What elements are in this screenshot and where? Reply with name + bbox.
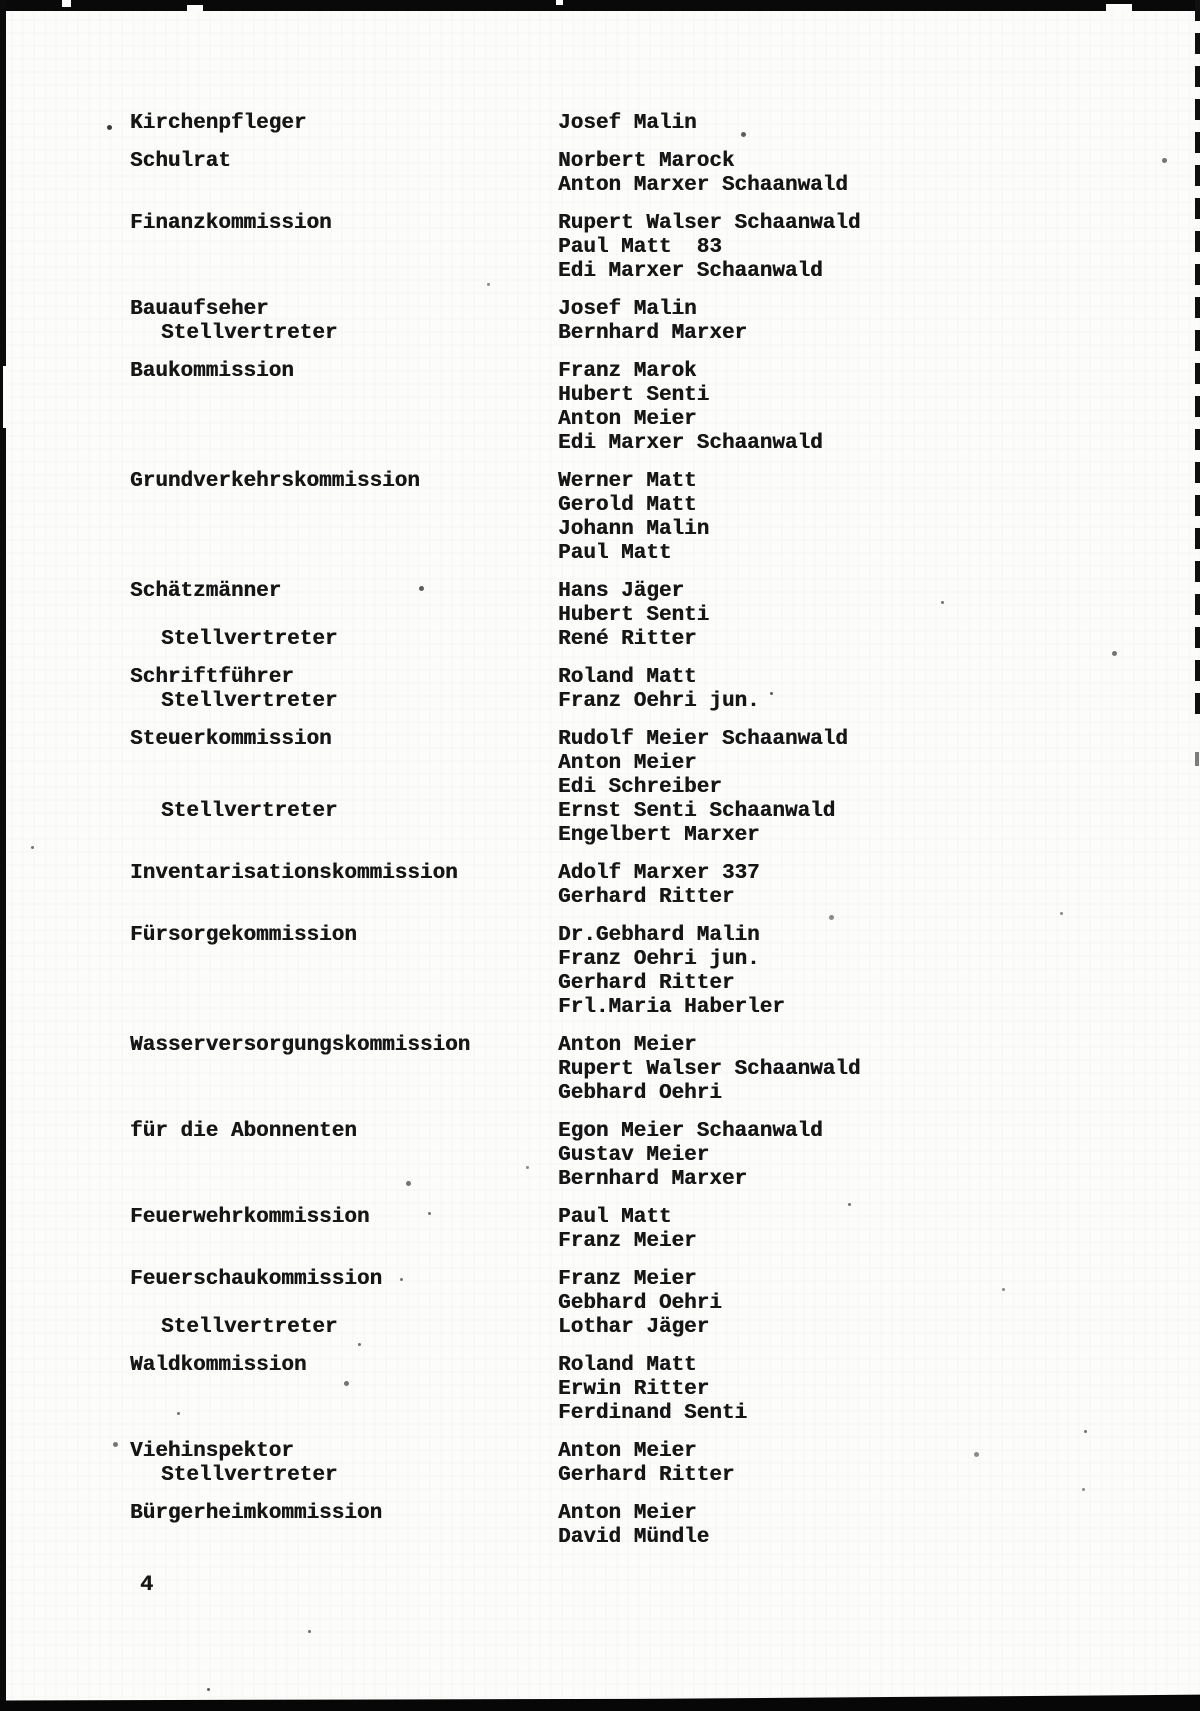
member-name: René Ritter — [558, 628, 697, 651]
member-name: Norbert Marock — [558, 150, 735, 173]
member-name: Roland Matt — [558, 1354, 697, 1377]
member-name: Rudolf Meier Schaanwald — [558, 728, 848, 751]
member-name: Ferdinand Senti — [558, 1402, 748, 1425]
member-name: Frl.Maria Haberler — [558, 996, 785, 1019]
member-name: Paul Matt — [558, 542, 672, 565]
group-names — [558, 862, 1150, 910]
group-names — [558, 728, 1150, 848]
member-name: Gustav Meier — [558, 1144, 710, 1167]
member-name: Hubert Senti — [558, 604, 710, 627]
deputy-label: Stellvertreter — [161, 322, 338, 345]
member-name: Adolf Marxer 337 — [558, 862, 760, 885]
commission-group — [130, 1034, 1150, 1106]
member-name: Roland Matt — [558, 666, 697, 689]
member-name: Anton Meier — [558, 1034, 697, 1057]
member-name: Engelbert Marxer — [558, 824, 760, 847]
group-names — [558, 1440, 1150, 1488]
member-name: Josef Malin — [558, 112, 697, 135]
group-names — [558, 924, 1150, 1020]
member-name: Paul Matt — [558, 1206, 672, 1229]
member-name: Franz Oehri jun. — [558, 690, 760, 713]
commission-group — [130, 924, 1150, 1020]
deputy-label: Stellvertreter — [161, 800, 338, 823]
member-name: Gerhard Ritter — [558, 1464, 735, 1487]
commission-group — [130, 112, 1150, 136]
group-names — [558, 580, 1150, 652]
commission-group — [130, 666, 1150, 714]
commission-group — [130, 1268, 1150, 1340]
member-name: Gerhard Ritter — [558, 972, 735, 995]
member-name: Franz Meier — [558, 1230, 697, 1253]
page-number: 4 — [140, 1572, 154, 1597]
group-names — [558, 666, 1150, 714]
deputy-label: Stellvertreter — [161, 628, 338, 651]
scan-edge-bottom — [0, 1694, 1200, 1711]
member-name: Gebhard Oehri — [558, 1292, 722, 1315]
scan-speckles — [0, 0, 3, 3]
scan-edge-notch — [1106, 4, 1132, 11]
deputy-label: Stellvertreter — [161, 690, 338, 713]
member-name: Gerold Matt — [558, 494, 697, 517]
group-names — [558, 298, 1150, 346]
commission-group — [130, 470, 1150, 566]
office-label: Baukommission — [130, 360, 294, 383]
commission-group — [130, 1354, 1150, 1426]
office-label: Schulrat — [130, 150, 231, 173]
office-label: Viehinspektor — [130, 1440, 294, 1463]
office-label: Schätzmänner — [130, 580, 282, 603]
member-name: Hubert Senti — [558, 384, 710, 407]
commission-group — [130, 212, 1150, 284]
member-name: Franz Oehri jun. — [558, 948, 760, 971]
group-names — [558, 212, 1150, 284]
office-label: Bauaufseher — [130, 298, 269, 321]
member-name: Ernst Senti Schaanwald — [558, 800, 836, 823]
group-names — [558, 1120, 1150, 1192]
office-label: Feuerschaukommission — [130, 1268, 383, 1291]
scan-edge-left — [0, 0, 6, 1711]
office-label: Schriftführer — [130, 666, 294, 689]
group-names — [558, 112, 1150, 136]
group-names — [558, 470, 1150, 566]
scan-edge-notch — [62, 0, 71, 7]
member-name: Josef Malin — [558, 298, 697, 321]
office-label: Kirchenpfleger — [130, 112, 307, 135]
commission-group — [130, 728, 1150, 848]
group-names — [558, 1268, 1150, 1340]
office-label: Grundverkehrskommission — [130, 470, 420, 493]
commission-group — [130, 580, 1150, 652]
office-label: für die Abonnenten — [130, 1120, 357, 1143]
member-name: David Mündle — [558, 1526, 710, 1549]
member-name: Gebhard Oehri — [558, 1082, 722, 1105]
member-name: Rupert Walser Schaanwald — [558, 1058, 861, 1081]
group-names — [558, 360, 1150, 456]
member-name: Lothar Jäger — [558, 1316, 710, 1339]
member-name: Edi Marxer Schaanwald — [558, 432, 823, 455]
commission-group — [130, 862, 1150, 910]
member-name: Hans Jäger — [558, 580, 685, 603]
office-label: Finanzkommission — [130, 212, 332, 235]
member-name: Anton Meier — [558, 752, 697, 775]
commission-group — [130, 1440, 1150, 1488]
office-label: Feuerwehrkommission — [130, 1206, 370, 1229]
scan-edge-top — [0, 0, 1200, 11]
office-label: Steuerkommission — [130, 728, 332, 751]
member-name: Anton Meier — [558, 1440, 697, 1463]
office-label: Wasserversorgungskommission — [130, 1034, 471, 1057]
deputy-label: Stellvertreter — [161, 1464, 338, 1487]
commission-list — [130, 112, 1150, 1598]
scan-edge-notch — [3, 366, 6, 428]
office-label: Fürsorgekommission — [130, 924, 357, 947]
office-label: Waldkommission — [130, 1354, 307, 1377]
member-name: Anton Meier — [558, 408, 697, 431]
scan-edge-right-dashed-line — [1195, 0, 1200, 716]
group-names — [558, 1354, 1150, 1426]
member-name: Franz Meier — [558, 1268, 697, 1291]
member-name: Anton Meier — [558, 1502, 697, 1525]
group-names — [558, 1206, 1150, 1254]
scan-edge-notch — [187, 5, 203, 11]
member-name: Egon Meier Schaanwald — [558, 1120, 823, 1143]
group-names — [558, 1502, 1150, 1550]
commission-group — [130, 360, 1150, 456]
commission-group — [130, 150, 1150, 198]
deputy-label: Stellvertreter — [161, 1316, 338, 1339]
member-name: Johann Malin — [558, 518, 710, 541]
member-name: Anton Marxer Schaanwald — [558, 174, 848, 197]
member-name: Edi Marxer Schaanwald — [558, 260, 823, 283]
group-names — [558, 1034, 1150, 1106]
member-name: Werner Matt — [558, 470, 697, 493]
member-name: Edi Schreiber — [558, 776, 722, 799]
scan-edge-mark — [1195, 752, 1199, 766]
member-name: Bernhard Marxer — [558, 322, 748, 345]
commission-group — [130, 1502, 1150, 1550]
commission-group — [130, 298, 1150, 346]
scan-edge-notch — [556, 0, 563, 5]
commission-group — [130, 1206, 1150, 1254]
office-label: Bürgerheimkommission — [130, 1502, 383, 1525]
group-names — [558, 150, 1150, 198]
member-name: Dr.Gebhard Malin — [558, 924, 760, 947]
member-name: Erwin Ritter — [558, 1378, 710, 1401]
member-name: Gerhard Ritter — [558, 886, 735, 909]
member-name: Rupert Walser Schaanwald — [558, 212, 861, 235]
commission-group — [130, 1120, 1150, 1192]
office-label: Inventarisationskommission — [130, 862, 458, 885]
member-name: Franz Marok — [558, 360, 697, 383]
member-name: Bernhard Marxer — [558, 1168, 748, 1191]
member-name: Paul Matt 83 — [558, 236, 722, 259]
